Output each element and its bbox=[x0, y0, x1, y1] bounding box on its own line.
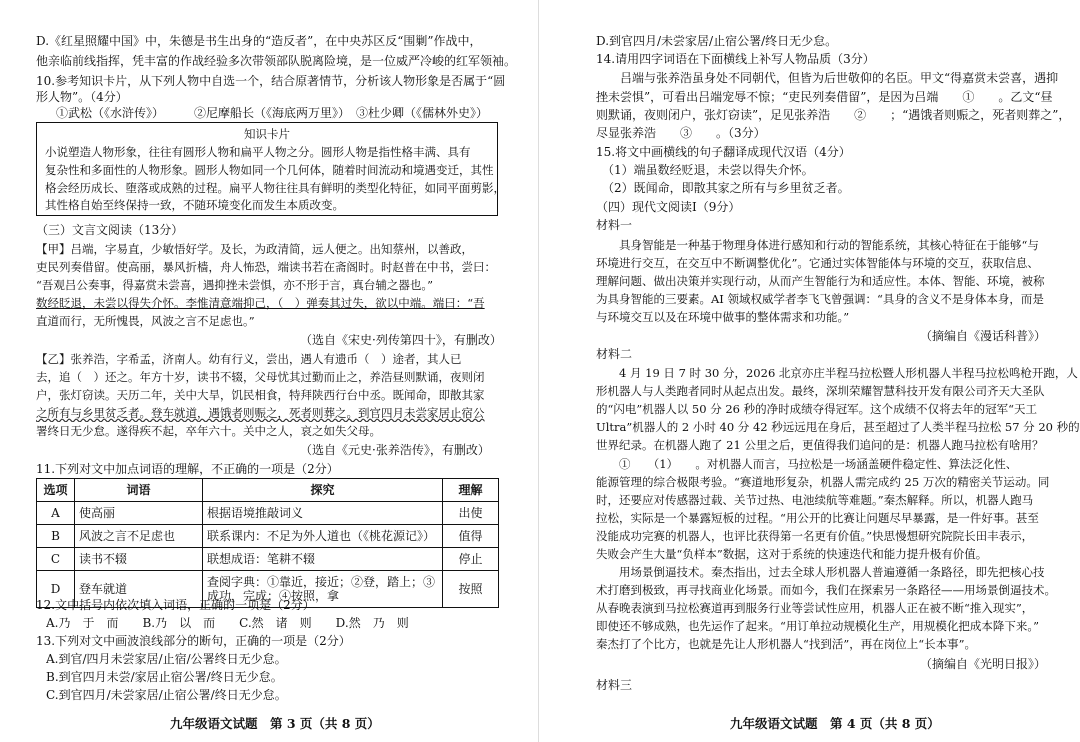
m2-line: 从春晚表演到马拉松赛道再到服务行业等尝试性应用，机器人正在被不断“推入现实”， bbox=[596, 601, 1034, 615]
yi-source: （选自《元史·张养浩传》，有删改） bbox=[300, 443, 490, 457]
table-cell: 按照 bbox=[443, 571, 499, 608]
table-row bbox=[37, 502, 499, 525]
section-4-heading: （四）现代文阅读Ⅰ（9分） bbox=[596, 200, 741, 214]
card-line: 其性格自始至终保持一致，不随环境变化而发生本质改变。 bbox=[45, 198, 344, 212]
m2-line: 世界纪录。在机器人跑了 21 公里之后，更值得我们追问的是：机器人跑马拉松有啥用？ bbox=[596, 438, 1044, 452]
section-3-heading: （三）文言文阅读（13分） bbox=[36, 223, 184, 237]
table-cell: 联系课内：不足为外人道也（《桃花源记》） bbox=[203, 525, 443, 548]
m2-line: Ultra”机器人的 2 小时 40 分 42 秒远远甩在身后，甚至超过了人类半程马拉松 57 分 20 秒的 bbox=[596, 420, 1080, 434]
m2-line: 能源管理的综合极限考验。“赛道地形复杂，机器人需完成约 25 万次的精密关节运动。同 bbox=[596, 475, 1050, 489]
text-line: 挫未尝惧”，可看出吕端宠辱不惊；“吏民列奏借留”，是因为吕端 ① 。乙文“昼 bbox=[596, 90, 1053, 104]
column-header: 词语 bbox=[75, 479, 203, 502]
question-11: 11.下列对文中加点词语的理解，不正确的一项是（2分） bbox=[36, 462, 339, 476]
jia-line: 数经眨退，未尝以得失介怀。李惟清意端抑己，（ ）弹奏其过失，欲以中端。端曰：“吾 bbox=[36, 296, 485, 310]
question-14: 14.请用四字词语在下面横线上补写人物品质（3分） bbox=[596, 52, 875, 66]
table-header-row bbox=[37, 479, 499, 502]
page-footer: 九年级语文试题 第 4 页（共 8 页） bbox=[730, 716, 940, 731]
q13-option: A.到官/四月未尝家居/止宿/公署终日无少怠。 bbox=[46, 652, 287, 666]
card-title: 知识卡片 bbox=[244, 127, 290, 141]
knowledge-card bbox=[36, 122, 505, 216]
q11-table bbox=[36, 478, 499, 608]
q15-sentence: （2）既闻命，即散其家之所有与乡里贫乏者。 bbox=[596, 181, 850, 195]
q12-options: A.乃 于 而 B.乃 以 而 C.然 诸 则 D.然 乃 则 bbox=[46, 616, 409, 630]
yi-line: 去，追（ ）还之。年方十岁，读书不辍，父母忧其过勤而止之，养浩昼则默诵，夜则闭 bbox=[36, 370, 485, 384]
q13-option: B.到官四月未尝/家居止宿公署/终日无少怠。 bbox=[46, 670, 283, 684]
m2-line: 4 月 19 日 7 时 30 分，2026 北京亦庄半程马拉松暨人形机器人半程马拉松鸣枪开跑，人 bbox=[596, 366, 1078, 380]
card-line: 格会经历成长、堕落或成熟的过程。扁平人物往往具有鲜明的类型化特征，如同平面剪影， bbox=[45, 181, 505, 195]
m1-line: 环境进行交互，在交互中不断调整优化”。它通过实体智能体与环境的交互，获取信息、 bbox=[596, 256, 1039, 270]
material-3-title: 材料三 bbox=[596, 678, 633, 692]
m2-line: ① （1） 。对机器人而言，马拉松是一场涵盖硬件稳定性、算法泛化性、 bbox=[596, 457, 1018, 471]
table-cell: 联想成语：笔耕不辍 bbox=[203, 548, 443, 571]
column-header: 理解 bbox=[443, 479, 499, 502]
text-line: 则默诵，夜则闭户，张灯窃读”，足见张养浩 ② ；“遇饿者则赈之，死者则葬之”， bbox=[596, 108, 1071, 122]
m1-line: 理解问题、做出决策并实现行动，从而产生智能行为和适应性。本体、智能、环境，被称 bbox=[596, 274, 1045, 288]
column-header: 探究 bbox=[203, 479, 443, 502]
jia-source: （选自《宋史·列传第四十》，有删改） bbox=[300, 333, 502, 347]
q15-sentence: （1）端虽数经贬退，未尝以得失介怀。 bbox=[596, 163, 814, 177]
yi-line: 署终日无少怠。遂得疾不起，卒年六十。关中之人，哀之如失父母。 bbox=[36, 424, 381, 438]
jia-line: 【甲】吕端，字易直，少敏悟好学。及长，为政清简，远人便之。出知蔡州，以善政， bbox=[36, 242, 473, 256]
page-footer: 九年级语文试题 第 3 页（共 8 页） bbox=[170, 716, 380, 731]
yi-line: 户，张灯窃读。天历二年，关中大旱，饥民相食，特拜陕西行台中丞。既闻命，即散其家 bbox=[36, 388, 485, 402]
text-line: 形人物”。（4分） bbox=[36, 90, 128, 104]
m1-line: 与环境交互以及在环境中做事的整体需求和功能。” bbox=[596, 310, 850, 324]
jia-line: “吾观吕公奏事，得嘉赏未尝喜，遇抑挫未尝惧，亦不形于言，真台辅之器也。” bbox=[36, 278, 434, 292]
text-line: 吕端与张养浩虽身处不同朝代，但皆为后世敬仰的名臣。甲文“得嘉赏未尝喜，遇抑 bbox=[596, 71, 1059, 85]
m2-line: 拉松，实际是一个暴露短板的过程。“用公开的比赛让问题尽早暴露，是一件好事。甚至 bbox=[596, 511, 1039, 525]
m1-source: （摘编自《漫话科普》） bbox=[920, 329, 1047, 343]
table-cell: 登车就道 bbox=[75, 571, 203, 608]
question-12: 12.文中括号内依次填入词语，正确的一项是（2分） bbox=[36, 598, 315, 612]
page-4 bbox=[540, 0, 1080, 742]
m2-line: 用场景倒逼技术。秦杰指出，过去全球人形机器人普遍遵循一条路径，即先把核心技 bbox=[596, 565, 1045, 579]
table-cell: 根据语境推敲词义 bbox=[203, 502, 443, 525]
column-header: 选项 bbox=[37, 479, 75, 502]
m2-line: 失败会产生大量“负样本”数据，这对于系统的快速迭代和能力提升极有价值。 bbox=[596, 547, 988, 561]
q13-option: C.到官四月/未尝家居/止宿公署/终日无少怠。 bbox=[46, 688, 287, 702]
table-cell: 风波之言不足虑也 bbox=[75, 525, 203, 548]
question-15: 15.将文中画横线的句子翻译成现代汉语（4分） bbox=[596, 145, 851, 159]
table-cell: 读书不辍 bbox=[75, 548, 203, 571]
m2-line: 术打磨到极致，再寻找商业化场景。而如今，我们在探索另一条路径——用场景倒逼技术。 bbox=[596, 583, 1056, 597]
table-row bbox=[37, 548, 499, 571]
m2-line: 时，还要应对传感器过载、关节过热、电池续航等难题。”秦杰解释。所以，机器人跑马 bbox=[596, 493, 1034, 507]
card-line: 小说塑造人物形象，往往有圆形人物和扁平人物之分。圆形人物是指性格丰满、具有 bbox=[45, 145, 471, 159]
m2-line: 秦杰打了个比方，也就是先让人形机器人“找到活”，再在岗位上“长本事”。 bbox=[596, 637, 977, 651]
card-line: 复杂性和多面性的人物形象。圆形人物如同一个几何体，随着时间流动和境遇变迁，其性 bbox=[45, 163, 494, 177]
m2-line: 没能成功完赛的机器人，也评比获得第一名更有价值。”快思慢想研究院院长田丰表示， bbox=[596, 529, 1034, 543]
material-1-title: 材料一 bbox=[596, 218, 633, 232]
q10-options: ①武松（《水浒传》） ②尼摩船长（《海底两万里》） ③杜少卿（《儒林外史》） bbox=[56, 106, 489, 120]
table-cell: D bbox=[37, 571, 75, 608]
yi-line: 【乙】张养浩，字希孟，济南人。幼有行义，尝出，遇人有遗币（ ）途者，其人已 bbox=[36, 352, 462, 366]
m2-line: 的“闪电”机器人以 50 分 26 秒的净时成绩夺得冠军。这个成绩不仅将去年的冠军“天工 bbox=[596, 402, 1038, 416]
m2-line: 形机器人与人类跑者同时从起点出发。最终，深圳荣耀智慧科技开发有限公司齐天大圣队 bbox=[596, 384, 1045, 398]
m1-line: 具身智能是一种基于物理身体进行感知和行动的智能系统，其核心特征在于能够“与 bbox=[596, 238, 1039, 252]
m2-line: 即使还不够成熟，也先运作了起来。“用订单拉动规模化生产，用规模化把成本降下来。” bbox=[596, 619, 1040, 633]
table-cell: 使高丽 bbox=[75, 502, 203, 525]
text-line: D.《红星照耀中国》中，朱德是书生出身的“造反者”，在中央苏区反“围剿”作战中， bbox=[36, 34, 482, 48]
table-cell: 值得 bbox=[443, 525, 499, 548]
jia-line: 直道而行，无所愧畏，风波之言不足虑也。” bbox=[36, 314, 255, 328]
question-10: 10.参考知识卡片，从下列人物中自选一个，结合原著情节，分析该人物形象是否属于“圆 bbox=[36, 74, 506, 88]
text-line: 他亲临前线指挥，凭丰富的作战经验多次带领部队脱离险境，是一位威严冷峻的红军领袖。 bbox=[36, 54, 517, 68]
table-row bbox=[37, 525, 499, 548]
table-cell: 停止 bbox=[443, 548, 499, 571]
m2-source: （摘编自《光明日报》） bbox=[920, 657, 1047, 671]
text-line: 尽显张养浩 ③ 。（3分） bbox=[596, 126, 766, 140]
material-2-title: 材料二 bbox=[596, 347, 633, 361]
table-cell: C bbox=[37, 548, 75, 571]
q13-option: D.到官四月/未尝家居/止宿公署/终日无少怠。 bbox=[596, 34, 838, 48]
table-cell: A bbox=[37, 502, 75, 525]
jia-line: 吏民列奏借留。使高丽，暴风折樯，舟人怖恐，端读书若在斋阁时。时赵普在中书，尝曰： bbox=[36, 260, 496, 274]
m1-line: 为具身智能的三要素。AI 领域权威学者李飞飞曾强调：“具身的含义不是身体本身，而是 bbox=[596, 292, 1044, 306]
table-cell: B bbox=[37, 525, 75, 548]
table-cell: 出使 bbox=[443, 502, 499, 525]
yi-line: 之所有与乡里贫乏者。登车就道，遇饿者则赈之，死者则葬之。到官四月未尝家居止宿公 bbox=[36, 406, 485, 420]
question-13: 13.下列对文中画波浪线部分的断句，正确的一项是（2分） bbox=[36, 634, 351, 648]
table-cell: 查阅字典：①靠近，接近；②登，踏上；③成功，完成；④按照，拿 bbox=[203, 571, 443, 608]
